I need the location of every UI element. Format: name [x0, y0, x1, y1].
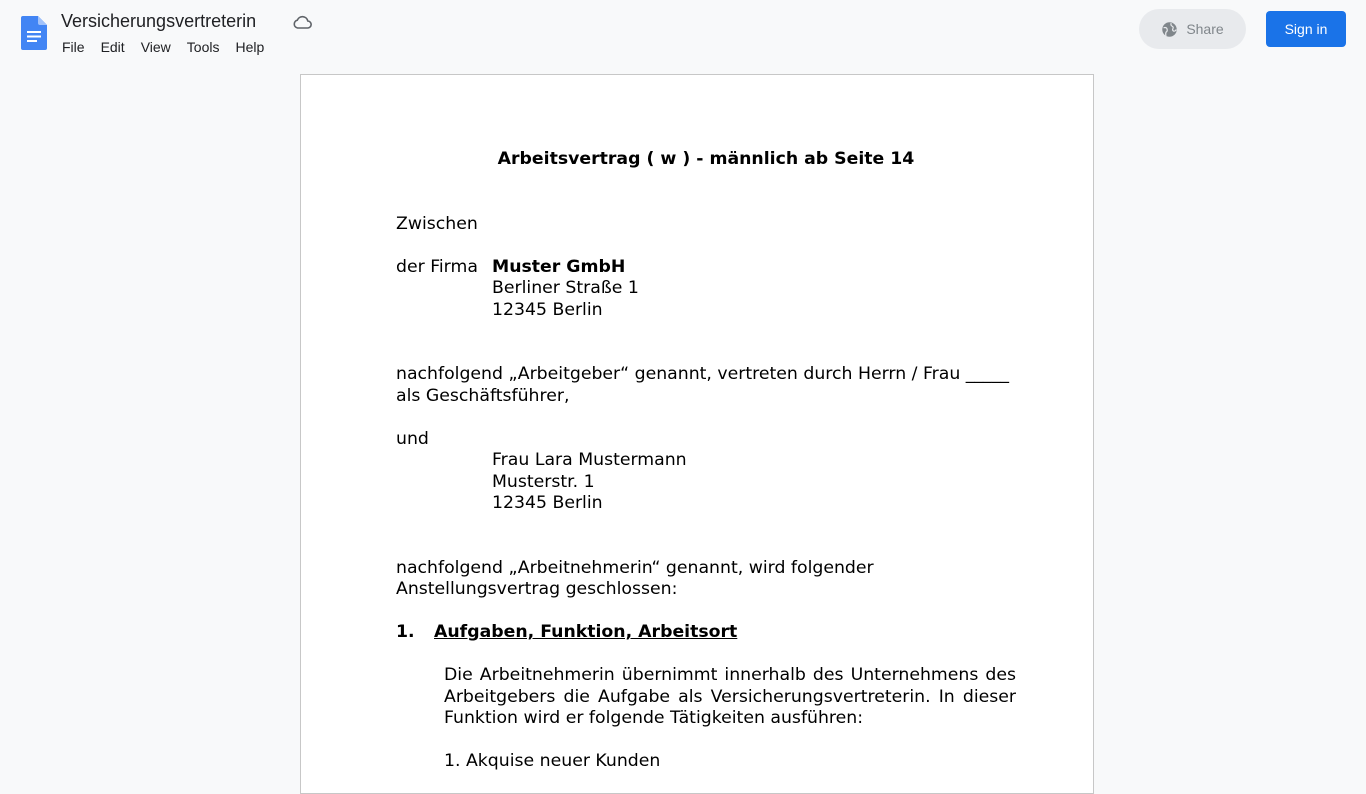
employee-city: 12345 Berlin [492, 493, 603, 513]
arbeitnehmer-line: nachfolgend „Arbeitnehmerin“ genannt, wird folgender [396, 557, 874, 578]
share-label: Share [1186, 21, 1224, 37]
employee-street: Musterstr. 1 [492, 471, 595, 492]
employee-name: Frau Lara Mustermann [492, 450, 687, 470]
document-page [300, 74, 1094, 794]
task-item: 1. Akquise neuer Kunden [444, 751, 661, 771]
docs-logo-icon[interactable] [21, 16, 47, 50]
cloud-saved-icon[interactable] [292, 13, 312, 31]
menu-help[interactable]: Help [235, 39, 265, 55]
firma-label: der Firma [396, 256, 478, 277]
firma-city: 12345 Berlin [492, 299, 603, 320]
menu-tools[interactable]: Tools [186, 39, 220, 55]
section-1-title: Aufgaben, Funktion, Arbeitsort [434, 622, 738, 642]
section-1-heading [396, 622, 1016, 644]
globe-icon [1161, 21, 1178, 38]
firma-street: Berliner Straße 1 [492, 278, 639, 298]
section-1-body: Die Arbeitnehmerin übernimmt innerhalb des Unternehmens des Arbeitgebers die Aufgabe als Versicherungsvertreterin. In dieser Funktion wird er folgende Tätigkeiten ausführen: [444, 665, 1016, 728]
doc-heading: Arbeitsvertrag ( w ) - männlich ab Seite 14 [497, 149, 915, 169]
firma-name: Muster GmbH [492, 256, 626, 277]
menu-view[interactable]: View [140, 39, 171, 55]
arbeitgeber-line: nachfolgend „Arbeitgeber“ genannt, vertreten durch Herrn / Frau _____ [396, 364, 1009, 384]
menu-edit[interactable]: Edit [100, 39, 125, 55]
document-body [396, 149, 1016, 773]
top-bar [0, 0, 1366, 62]
menu-file[interactable]: File [62, 39, 85, 55]
firma-row [396, 257, 1016, 279]
arbeitnehmer-line-2: Anstellungsvertrag geschlossen: [396, 579, 678, 599]
sign-in-button[interactable]: Sign in [1266, 11, 1346, 47]
document-title[interactable]: Versicherungsvertreterin [61, 11, 257, 31]
und-text: und [396, 428, 429, 449]
share-button[interactable] [1139, 9, 1246, 49]
arbeitgeber-line-2: als Geschäftsführer, [396, 385, 570, 406]
section-1-number: 1. [396, 622, 415, 642]
menu-bar [54, 36, 272, 58]
zwischen-text: Zwischen [396, 213, 478, 234]
